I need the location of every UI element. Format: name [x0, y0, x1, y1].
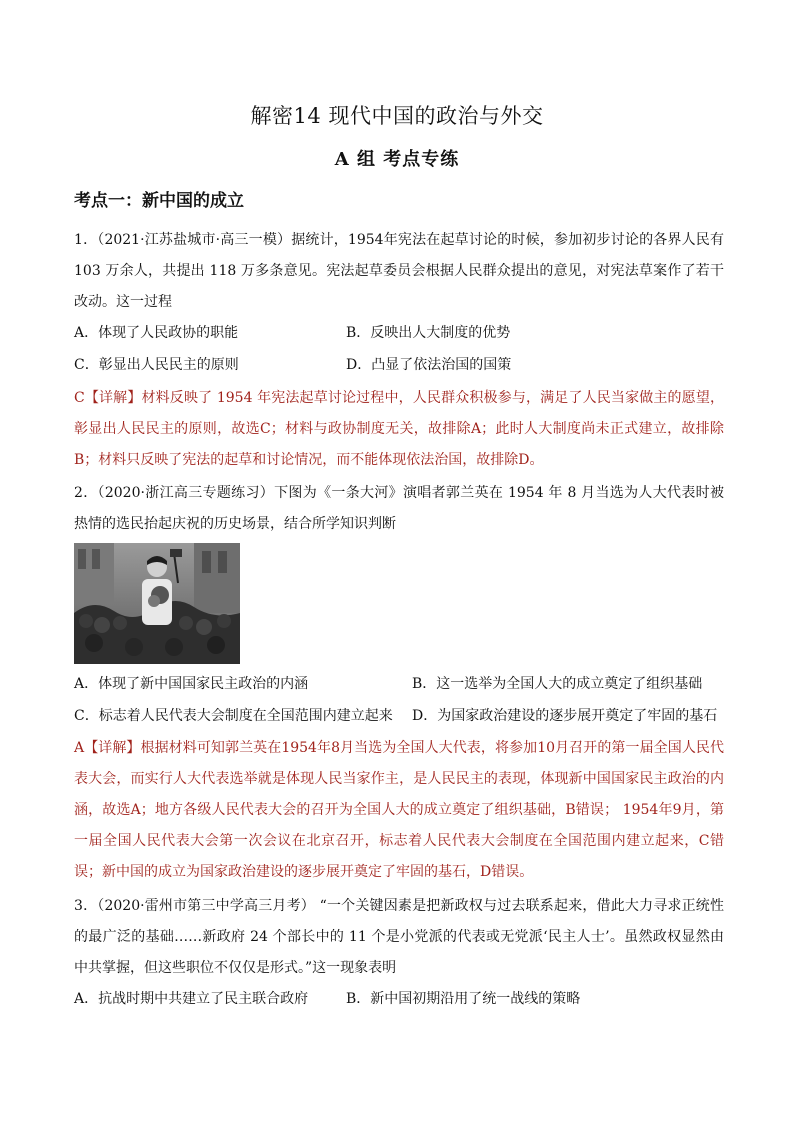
question-3-stem: 3．（2020·雷州市第三中学高三月考） “一个关键因素是把新政权与过去联系起来，借此大力寻求正统性的最广泛的基础……新政府 24 个部长中的 11 个是小党派的代表或无党派‘民主人士’。虽然政权显然由中共掌握，但这些职位不仅仅是形式。”这一现象表明: [74, 898, 724, 976]
question-2-option-a: A．体现了新中国国家民主政治的内涵: [74, 676, 309, 692]
question-2-option-b: B．这一选举为全国人大的成立奠定了组织基础: [412, 676, 703, 692]
question-1-option-d: D．凸显了依法治国的国策: [346, 357, 512, 373]
section-heading: 考点一：新中国的成立: [74, 191, 244, 211]
question-2-option-c: C．标志着人民代表大会制度在全国范围内建立起来: [74, 708, 393, 724]
page-title: 解密14 现代中国的政治与外交: [250, 104, 544, 128]
question-1-stem: 1．（2021·江苏盐城市·高三一模）据统计，1954年宪法在起草讨论的时候，参加初步讨论的各界人民有 103 万余人，共提出 118 万多条意见。宪法起草委员会根据人民群众提出的意见，对宪法草案作了若干改动。这一过程: [74, 232, 724, 310]
question-3-option-a: A．抗战时期中共建立了民主联合政府: [74, 991, 309, 1007]
question-2-option-d: D．为国家政治建设的逐步展开奠定了牢固的基石: [412, 708, 718, 724]
question-3-option-b: B．新中国初期沿用了统一战线的策略: [346, 991, 581, 1007]
page-subtitle: A 组 考点专练: [334, 149, 460, 170]
historical-photo: [74, 543, 240, 664]
question-1-answer: C【详解】材料反映了 1954 年宪法起草讨论过程中，人民群众积极参与，满足了人民当家做主的愿望，彰显出人民民主的原则，故选C；材料与政协制度无关，故排除A；此时人大制度尚未正式建立，故排除B；材料只反映了宪法的起草和讨论情况，而不能体现依法治国，故排除D。: [74, 390, 724, 468]
question-1-option-b: B．反映出人大制度的优势: [346, 325, 511, 341]
crowd-photo-illustration: [74, 543, 240, 664]
question-1-option-a: A．体现了人民政协的职能: [74, 325, 239, 341]
question-2-stem: 2．（2020·浙江高三专题练习）下图为《一条大河》演唱者郭兰英在 1954 年 8 月当选为人大代表时被热情的选民抬起庆祝的历史场景，结合所学知识判断: [74, 485, 724, 532]
question-1-option-c: C．彰显出人民民主的原则: [74, 357, 239, 373]
question-2-answer: A【详解】根据材料可知郭兰英在1954年8月当选为全国人大代表，将参加10月召开的第一届全国人民代表大会，而实行人大代表选举就是体现人民当家作主，是人民民主的表现，体现新中国国家民主政治的内涵，故选A；地方各级人民代表大会的召开为全国人大的成立奠定了组织基础，B错误； 1954年9月，第一届全国人民代表大会第一次会议在北京召开，标志着人民代表大会制度在全国范围内建立起来，C错误；新中国的成立为国家政治建设的逐步展开奠定了牢固的基石，D错误。: [74, 740, 724, 880]
